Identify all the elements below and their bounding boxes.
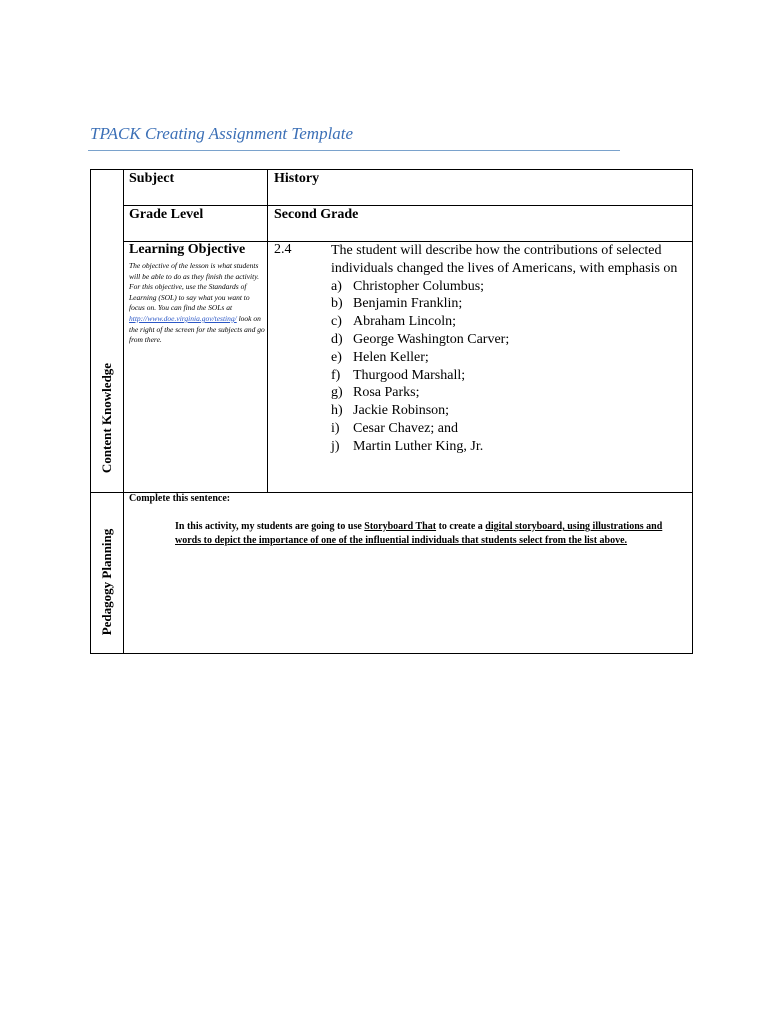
activity-description: digital storyboard, using illustrations and words to depict the importance of one of the influential individuals that students select from the list above. xyxy=(175,521,663,546)
page-title: TPACK Creating Assignment Template xyxy=(90,124,354,143)
objective-instructions-tail: look on the right of the screen for the subjects and go from there. xyxy=(129,313,265,345)
list-item-text: Jackie Robinson; xyxy=(353,403,450,419)
list-item-text: Benjamin Franklin; xyxy=(353,296,463,312)
list-item xyxy=(331,278,686,296)
learning-objective-label: Learning Objective xyxy=(129,242,246,257)
list-item-text: Thurgood Marshall; xyxy=(353,367,466,383)
sol-link[interactable]: http://www.doe.virginia.gov/testing/ xyxy=(129,313,237,323)
list-item xyxy=(331,384,686,402)
subject-value: History xyxy=(274,171,320,186)
list-item xyxy=(331,438,686,456)
tool-name: Storyboard That xyxy=(364,521,437,532)
list-item-marker: i) xyxy=(331,420,340,436)
standard-description: The student will describe how the contributions of selected individuals changed the lives of Americans, with emphasis on xyxy=(331,243,678,276)
list-item xyxy=(331,367,686,385)
objective-instructions xyxy=(129,261,267,346)
list-item xyxy=(331,295,686,313)
standard-number: 2.4 xyxy=(274,242,292,257)
list-item xyxy=(331,331,686,349)
individuals-list xyxy=(331,278,686,456)
list-item xyxy=(331,420,686,438)
value-column-divider xyxy=(267,170,268,492)
list-item xyxy=(331,349,686,367)
activity-sentence xyxy=(175,520,680,547)
assignment-table xyxy=(90,169,693,654)
objective-instructions-text: The objective of the lesson is what students will be able to do as they finish the activity. For this objective, use the Standards of Learning (SOL) to say what you want to focus on. You can find the SOLs at xyxy=(129,261,259,313)
list-item-marker: c) xyxy=(331,314,342,330)
standard-description-block xyxy=(331,242,686,456)
row-divider-subject xyxy=(123,205,692,206)
pedagogy-planning-label: Pedagogy Planning xyxy=(99,528,114,636)
list-item-marker: h) xyxy=(331,403,343,419)
list-item-marker: j) xyxy=(331,438,340,454)
list-item xyxy=(331,313,686,331)
list-item-marker: g) xyxy=(331,385,343,401)
list-item-text: Christopher Columbus; xyxy=(353,278,485,294)
list-item-marker: b) xyxy=(331,296,343,312)
list-item-text: Rosa Parks; xyxy=(353,385,420,401)
list-item-text: Martin Luther King, Jr. xyxy=(353,438,484,454)
subject-label: Subject xyxy=(129,171,175,186)
list-item-text: George Washington Carver; xyxy=(353,331,510,347)
list-item-text: Cesar Chavez; and xyxy=(353,420,458,436)
section-column-divider xyxy=(123,170,124,653)
list-item-marker: d) xyxy=(331,331,343,347)
list-item xyxy=(331,402,686,420)
complete-sentence-prompt: Complete this sentence: xyxy=(129,493,231,504)
grade-level-value: Second Grade xyxy=(274,207,359,222)
sentence-part-1: In this activity, my students are going to use xyxy=(175,521,365,532)
list-item-text: Helen Keller; xyxy=(353,349,429,365)
list-item-text: Abraham Lincoln; xyxy=(353,314,457,330)
title-underline-divider xyxy=(88,150,620,151)
grade-level-label: Grade Level xyxy=(129,207,204,222)
sentence-part-2: to create a xyxy=(436,521,486,532)
list-item-marker: e) xyxy=(331,349,342,365)
list-item-marker: a) xyxy=(331,278,342,294)
list-item-marker: f) xyxy=(331,367,341,383)
content-knowledge-label: Content Knowledge xyxy=(99,362,114,474)
